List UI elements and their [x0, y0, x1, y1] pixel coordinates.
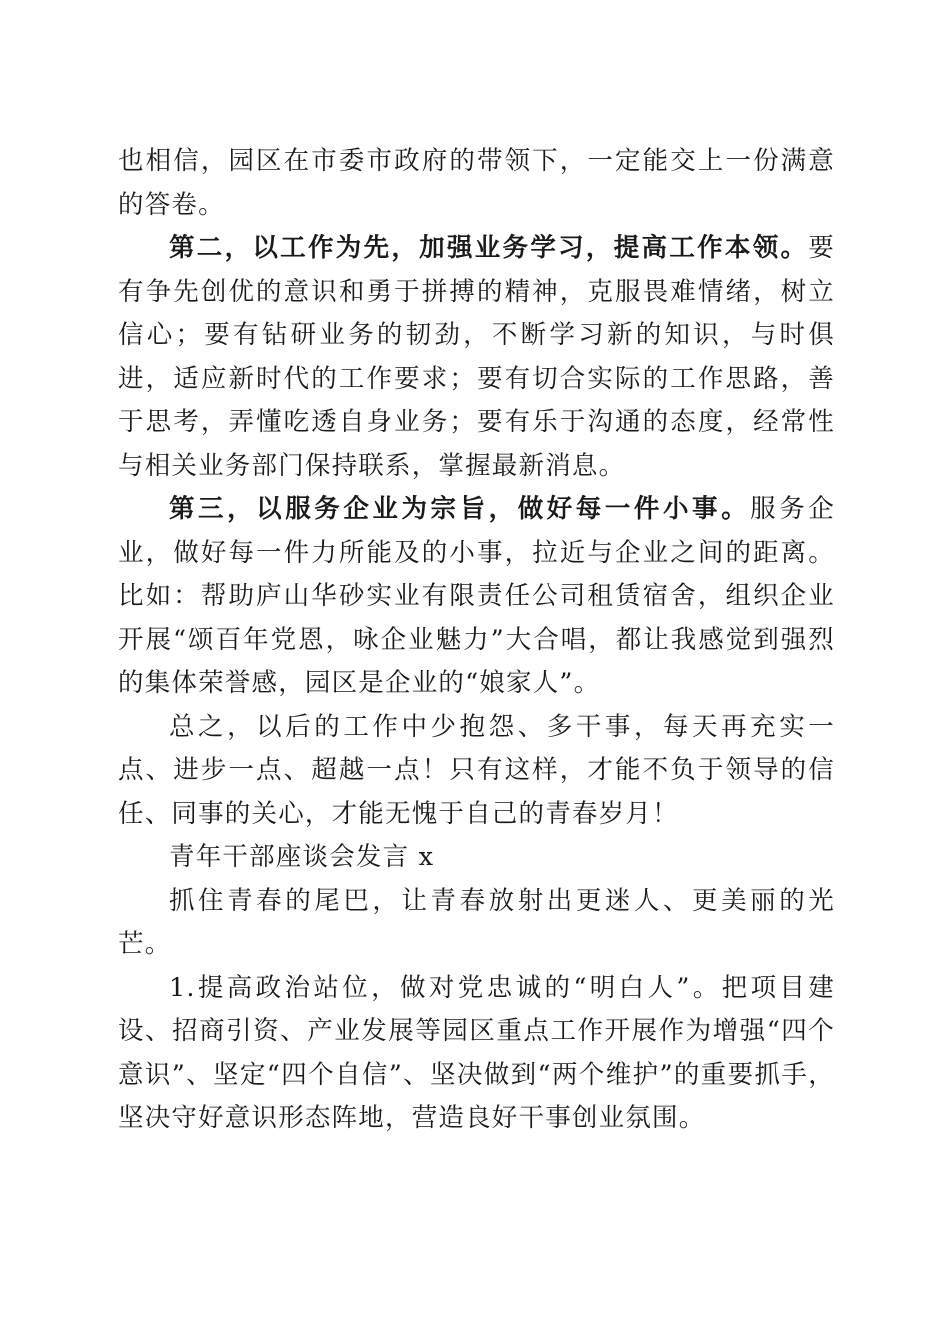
paragraph-point-1	[118, 967, 835, 1141]
paragraph-continuation	[118, 140, 835, 227]
paragraph-text: 要有争先创优的意识和勇于拼搏的精神，克服畏难情绪，树立信心；要有钻研业务的韧劲，不断学习新的知识，与时俱进，适应新时代的工作要求；要有切合实际的工作思路，善于思考，弄懂吃透自身业务；要有乐于沟通的态度，经常性与相关业务部门保持联系，掌握最新消息。	[118, 233, 835, 481]
paragraph-lead: 第三，以服务企业为宗旨，做好每一件小事。	[169, 494, 751, 524]
paragraph-text: 青年干部座谈会发言 x	[169, 842, 435, 872]
paragraph-lead: 第二，以工作为先，加强业务学习，提高工作本领。	[169, 233, 809, 263]
paragraph-intro	[118, 880, 835, 967]
paragraph-text: 抓住青春的尾巴，让青春放射出更迷人、更美丽的光芒。	[118, 885, 835, 959]
section-title	[118, 836, 835, 880]
paragraph-text: 服务企业，做好每一件力所能及的小事，拉近与企业之间的距离。比如：帮助庐山华砂实业有限责任公司租赁宿舍，组织企业开展“颂百年党恩，咏企业魅力”大合唱，都让我感觉到强烈的集体荣誉感，园区是企业的“娘家人”。	[118, 494, 835, 698]
document-body	[118, 140, 835, 1141]
paragraph-third-point	[118, 488, 835, 706]
paragraph-text: 也相信，园区在市委市政府的带领下，一定能交上一份满意的答卷。	[118, 146, 835, 220]
paragraph-text: 总之，以后的工作中少抱怨、多干事，每天再充实一点、进步一点、超越一点！只有这样，才能不负于领导的信任、同事的关心，才能无愧于自己的青春岁月！	[118, 711, 835, 829]
paragraph-text: 1.提高政治站位，做对党忠诚的“明白人”。把项目建设、招商引资、产业发展等园区重点工作开展作为增强“四个意识”、坚定“四个自信”、坚决做到“两个维护”的重要抓手，坚决守好意识形态阵地，营造良好干事创业氛围。	[118, 972, 835, 1133]
paragraph-summary	[118, 706, 835, 837]
paragraph-second-point	[118, 227, 835, 488]
